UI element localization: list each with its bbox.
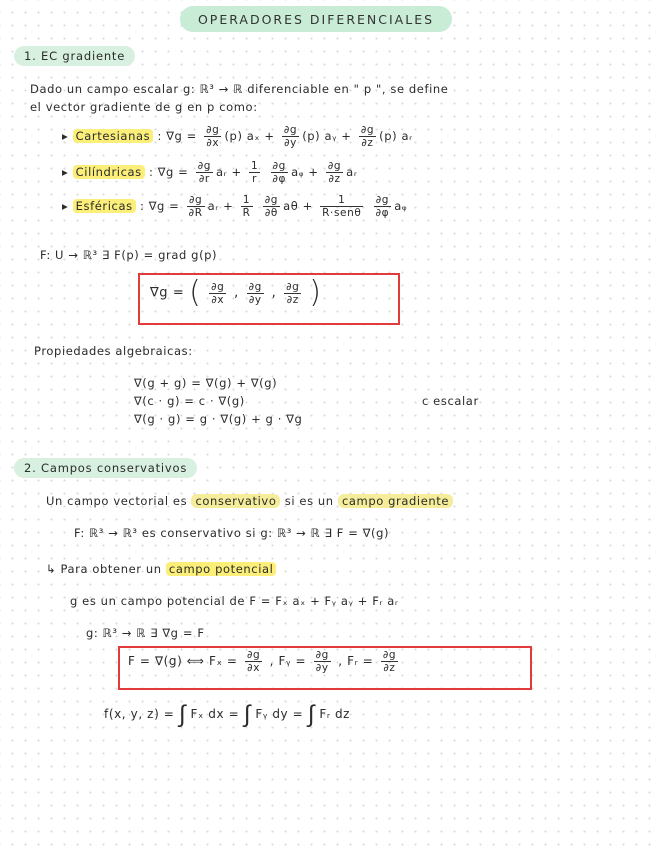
section-heading-gradiente: 1. EC gradiente <box>14 46 135 66</box>
fraction: $\frac{\partial g}{\partial z}$ <box>286 280 300 306</box>
bullet: ▸ <box>62 165 73 179</box>
highlight-conservativo: conservativo <box>191 494 280 508</box>
potential-condition: g: ℝ³ → ℝ ∃ ∇g = F <box>86 626 205 640</box>
conservative-condition: F: ℝ³ → ℝ³ es conservativo si g: ℝ³ → ℝ ∃ F = ∇(g) <box>74 526 390 540</box>
property-product: ∇(g · g) = g · ∇(g) + g · ∇g <box>134 412 303 426</box>
fraction: $\frac{\partial g}{\partial x}$ <box>206 124 220 149</box>
open-paren: ( <box>189 275 202 310</box>
potential-definition: g es un campo potencial de F = Fₓ aₓ + Fᵧ aᵧ + Fᵣ aᵣ <box>70 594 399 608</box>
fraction: $\frac{\partial g}{\partial x}$ <box>211 280 225 306</box>
property-sum: ∇(g + g) = ∇(g) + ∇(g) <box>134 376 278 390</box>
spherical-lhs: : ∇g = <box>139 199 180 213</box>
fraction: $\frac{\partial g}{\partial\varphi}$ <box>272 160 287 185</box>
integral-sign: ∫ <box>178 700 187 728</box>
highlight-campo-gradiente: campo gradiente <box>338 494 453 508</box>
fraction: $\frac{1}{\text{R·senθ}}$ <box>322 194 362 219</box>
bullet: ▸ <box>62 129 73 143</box>
spherical-formula: ▸ Esféricas : ∇g = $\frac{\partial g}{\partial R}$ aᵣ + $\frac{1}{R}$ $\frac{\partial g}{\partial\theta}$ aθ + $\frac{1}{\text{R·senθ}}$ $\frac{\partial g}{\partial\varphi}$ aᵩ <box>62 194 408 219</box>
properties-heading: Propiedades algebraicas: <box>34 344 193 358</box>
potential-heading: ↳ Para obtener un campo potencial <box>46 562 276 576</box>
integral-sign: ∫ <box>307 700 315 728</box>
bullet: ▸ <box>62 199 73 213</box>
section-heading-conservativos: 2. Campos conservativos <box>14 458 197 478</box>
cartesian-label: Cartesianas <box>73 129 154 143</box>
components-equivalence: F = ∇(g) ⟺ Fₓ = $\frac{\partial g}{\partial x}$ , Fᵧ = $\frac{\partial g}{\partial y}$ , Fᵣ = $\frac{\partial g}{\partial z}$ <box>128 649 397 674</box>
fraction: $\frac{\partial g}{\partial y}$ <box>248 280 262 306</box>
cylindrical-lhs: : ∇g = <box>149 165 189 179</box>
highlight-campo-potencial: campo potencial <box>166 562 277 576</box>
cartesian-formula: ▸ Cartesianas : ∇g = $\frac{\partial g}{\partial x}$ (p) aₓ + $\frac{\partial g}{\partial y}$ (p) aᵧ + $\frac{\partial g}{\partial z}$ (p) aᵣ <box>62 124 413 149</box>
fraction: $\frac{\partial g}{\partial z}$ <box>382 649 397 674</box>
fraction: $\frac{\partial g}{\partial\theta}$ <box>264 194 279 219</box>
cylindrical-formula: ▸ Cilíndricas : ∇g = $\frac{\partial g}{\partial r}$ aᵣ + $\frac{1}{r}$ $\frac{\partial g}{\partial\varphi}$ aᵩ + $\frac{\partial g}{\partial z}$ aᵣ <box>62 160 358 185</box>
gradient-vector: ∇g = ( $\frac{\partial g}{\partial x}$ , $\frac{\partial g}{\partial y}$ , $\frac{\partial g}{\partial z}$ ) <box>150 275 322 310</box>
spherical-label: Esféricas <box>73 199 136 213</box>
field-definition: F: U → ℝ³ ∃ F(p) = grad g(p) <box>40 248 218 262</box>
fraction: $\frac{1}{r}$ <box>250 160 259 185</box>
fraction: $\frac{\partial g}{\partial\varphi}$ <box>375 194 390 219</box>
intro-line-1: Dado un campo escalar g: ℝ³ → ℝ diferenciable en " p ", se define <box>30 82 449 96</box>
property-scalar: ∇(c · g) = c · ∇(g) <box>134 394 245 408</box>
intro-line-2: el vector gradiente de g en p como: <box>30 100 258 114</box>
fraction: $\frac{\partial g}{\partial z}$ <box>360 124 375 149</box>
fraction: $\frac{\partial g}{\partial r}$ <box>197 160 211 185</box>
cylindrical-label: Cilíndricas <box>73 165 145 179</box>
conservative-definition: Un campo vectorial es conservativo si es un campo gradiente <box>46 494 453 508</box>
potential-integral: f(x, y, z) = ∫ Fₓ dx = ∫ Fᵧ dy = ∫ Fᵣ dz <box>104 700 351 728</box>
fraction: $\frac{\partial g}{\partial R}$ <box>188 194 203 219</box>
fraction: $\frac{1}{R}$ <box>242 194 251 219</box>
fraction: $\frac{\partial g}{\partial y}$ <box>315 649 329 674</box>
page-title: OPERADORES DIFERENCIALES <box>180 6 452 32</box>
fraction: $\frac{\partial g}{\partial y}$ <box>283 124 298 149</box>
fraction: $\frac{\partial g}{\partial z}$ <box>327 160 342 185</box>
close-paren: ) <box>309 275 322 310</box>
integral-sign: ∫ <box>243 700 251 728</box>
property-scalar-note: c escalar <box>422 394 479 408</box>
cartesian-lhs: : ∇g = <box>157 129 197 143</box>
fraction: $\frac{\partial g}{\partial x}$ <box>246 649 261 674</box>
